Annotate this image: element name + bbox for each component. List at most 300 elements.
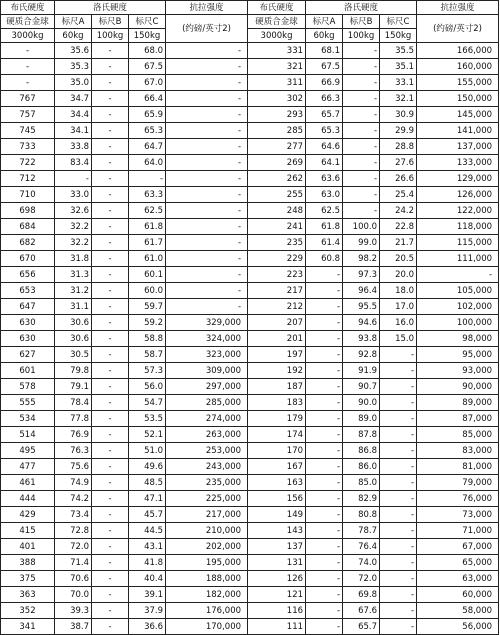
- table-row: [1, 603, 499, 619]
- table-row: [1, 523, 499, 539]
- left-brinell-value: 698: [1, 203, 55, 219]
- left-hrc-value: 40.4: [129, 571, 166, 587]
- left-tensile-value: -: [166, 107, 248, 123]
- right-hra-value: 66.9: [306, 75, 343, 91]
- left-brinell-value: 767: [1, 91, 55, 107]
- left-tensile-value: 309,000: [166, 363, 248, 379]
- left-hrb-value: -: [92, 347, 129, 363]
- right-hrb-value: -: [343, 171, 380, 187]
- left-tensile-value: 217,000: [166, 507, 248, 523]
- table-row: [1, 475, 499, 491]
- right-brinell-value: 229: [248, 251, 306, 267]
- left-tensile-value: 243,000: [166, 459, 248, 475]
- right-hrb-value: -: [343, 203, 380, 219]
- right-tensile-value: -: [417, 267, 499, 283]
- left-hra-value: 35.3: [55, 59, 92, 75]
- right-hrc-value: -: [380, 347, 417, 363]
- right-hrb-value: -: [343, 123, 380, 139]
- left-hrc-value: 61.7: [129, 235, 166, 251]
- left-tensile-value: -: [166, 171, 248, 187]
- left-hrc-value: 44.5: [129, 523, 166, 539]
- left-brinell-value: 712: [1, 171, 55, 187]
- table-row: [1, 427, 499, 443]
- right-hrc-value: 28.8: [380, 139, 417, 155]
- table-row: [1, 331, 499, 347]
- left-hrb-value: -: [92, 315, 129, 331]
- right-brinell-value: 192: [248, 363, 306, 379]
- left-hrb-value: -: [92, 187, 129, 203]
- left-brinell-value: 630: [1, 315, 55, 331]
- left-tensile-value: -: [166, 155, 248, 171]
- left-brinell-value: 514: [1, 427, 55, 443]
- left-brinell-value: 722: [1, 155, 55, 171]
- right-tensile-value: 115,000: [417, 235, 499, 251]
- left-hrc-value: 41.8: [129, 555, 166, 571]
- left-hrb-value: -: [92, 427, 129, 443]
- right-brinell-value: 167: [248, 459, 306, 475]
- right-tensile-value: 98,000: [417, 331, 499, 347]
- left-brinell-value: 653: [1, 283, 55, 299]
- right-hrb-value: 78.7: [343, 523, 380, 539]
- left-hra-value: 34.4: [55, 107, 92, 123]
- right-hra-value: -: [306, 283, 343, 299]
- right-brinell-value: 302: [248, 91, 306, 107]
- right-hrb-value: 69.8: [343, 587, 380, 603]
- table-row: [1, 203, 499, 219]
- left-hra-value: 77.8: [55, 411, 92, 427]
- left-hrb-value: -: [92, 43, 129, 59]
- left-tensile-value: 225,000: [166, 491, 248, 507]
- tensile-header: 抗拉强度: [166, 1, 248, 15]
- left-hrc-value: 66.4: [129, 91, 166, 107]
- left-hra-value: 30.6: [55, 331, 92, 347]
- right-hrc-value: -: [380, 603, 417, 619]
- left-hrb-value: -: [92, 379, 129, 395]
- table-row: [1, 59, 499, 75]
- right-hra-value: 64.1: [306, 155, 343, 171]
- left-brinell-value: 352: [1, 603, 55, 619]
- right-tensile-value: 118,000: [417, 219, 499, 235]
- left-brinell-value: 647: [1, 299, 55, 315]
- left-hrc-value: 58.7: [129, 347, 166, 363]
- table-row: [1, 75, 499, 91]
- right-hrb-value: 100.0: [343, 219, 380, 235]
- right-tensile-value: 122,000: [417, 203, 499, 219]
- left-tensile-value: 235,000: [166, 475, 248, 491]
- left-hrc-value: 64.7: [129, 139, 166, 155]
- right-hrb-value: 97.3: [343, 267, 380, 283]
- right-hrc-value: -: [380, 475, 417, 491]
- brinell-header-right: 布氏硬度: [248, 1, 306, 15]
- left-hra-value: 72.0: [55, 539, 92, 555]
- right-brinell-value: 235: [248, 235, 306, 251]
- table-row: [1, 235, 499, 251]
- right-tensile-value: 137,000: [417, 139, 499, 155]
- right-brinell-value: 255: [248, 187, 306, 203]
- scale-b-label: 标尺B: [92, 15, 129, 29]
- rockwell-header: 洛氏硬度: [55, 1, 166, 15]
- right-hrc-value: -: [380, 379, 417, 395]
- right-tensile-value: 95,000: [417, 347, 499, 363]
- left-hra-value: 30.6: [55, 315, 92, 331]
- left-hra-value: 73.4: [55, 507, 92, 523]
- right-hra-value: 66.3: [306, 91, 343, 107]
- right-hrc-value: -: [380, 523, 417, 539]
- right-hra-value: -: [306, 555, 343, 571]
- left-brinell-value: 495: [1, 443, 55, 459]
- left-hrc-value: 54.7: [129, 395, 166, 411]
- left-hra-value: 39.3: [55, 603, 92, 619]
- right-hrc-value: 15.0: [380, 331, 417, 347]
- left-hra-value: 31.3: [55, 267, 92, 283]
- scale-b-load-label: 100kg: [92, 29, 129, 43]
- right-tensile-value: 58,000: [417, 603, 499, 619]
- right-tensile-value: 73,000: [417, 507, 499, 523]
- left-tensile-value: 170,000: [166, 619, 248, 635]
- right-hrb-value: 92.8: [343, 347, 380, 363]
- right-hrc-value: 20.5: [380, 251, 417, 267]
- right-tensile-value: 129,000: [417, 171, 499, 187]
- left-hra-value: 76.9: [55, 427, 92, 443]
- right-hra-value: -: [306, 379, 343, 395]
- right-hra-value: -: [306, 507, 343, 523]
- right-hrc-value: 32.1: [380, 91, 417, 107]
- brinell-ball-label: 硬质合金球: [1, 15, 55, 29]
- right-hra-value: 68.1: [306, 43, 343, 59]
- right-hra-value: 64.6: [306, 139, 343, 155]
- right-brinell-value: 331: [248, 43, 306, 59]
- right-brinell-value: 241: [248, 219, 306, 235]
- left-tensile-value: -: [166, 267, 248, 283]
- left-hrc-value: 59.2: [129, 315, 166, 331]
- right-brinell-value: 262: [248, 171, 306, 187]
- right-tensile-value: 81,000: [417, 459, 499, 475]
- right-hra-value: -: [306, 571, 343, 587]
- right-hra-value: -: [306, 491, 343, 507]
- right-tensile-value: 105,000: [417, 283, 499, 299]
- left-hrb-value: -: [92, 603, 129, 619]
- left-hrb-value: -: [92, 363, 129, 379]
- right-hra-value: -: [306, 411, 343, 427]
- right-brinell-value: 126: [248, 571, 306, 587]
- right-hrb-value: 91.9: [343, 363, 380, 379]
- left-brinell-value: 710: [1, 187, 55, 203]
- left-tensile-value: -: [166, 59, 248, 75]
- right-hra-value: -: [306, 539, 343, 555]
- left-hrc-value: 45.7: [129, 507, 166, 523]
- left-hra-value: 83.4: [55, 155, 92, 171]
- left-hrb-value: -: [92, 443, 129, 459]
- left-hra-value: 32.2: [55, 219, 92, 235]
- tensile-header-right: 抗拉强度: [417, 1, 499, 15]
- right-tensile-value: 60,000: [417, 587, 499, 603]
- right-hrb-value: 82.9: [343, 491, 380, 507]
- left-brinell-value: -: [1, 59, 55, 75]
- scale-a-load-label-right: 60kg: [306, 29, 343, 43]
- table-row: [1, 91, 499, 107]
- right-hrb-value: -: [343, 187, 380, 203]
- left-hrc-value: 65.3: [129, 123, 166, 139]
- right-hrc-value: 25.4: [380, 187, 417, 203]
- left-hrc-value: 43.1: [129, 539, 166, 555]
- left-hra-value: 72.8: [55, 523, 92, 539]
- scale-a-label: 标尺A: [55, 15, 92, 29]
- table-row: [1, 459, 499, 475]
- left-hrb-value: -: [92, 523, 129, 539]
- left-hrb-value: -: [92, 395, 129, 411]
- right-hrc-value: 17.0: [380, 299, 417, 315]
- left-hrb-value: -: [92, 59, 129, 75]
- right-hrb-value: 99.0: [343, 235, 380, 251]
- right-brinell-value: 212: [248, 299, 306, 315]
- left-hra-value: 38.7: [55, 619, 92, 635]
- left-hra-value: 70.6: [55, 571, 92, 587]
- table-row: [1, 443, 499, 459]
- left-tensile-value: 323,000: [166, 347, 248, 363]
- right-tensile-value: 102,000: [417, 299, 499, 315]
- left-tensile-value: 285,000: [166, 395, 248, 411]
- left-brinell-value: 429: [1, 507, 55, 523]
- right-hrc-value: 20.0: [380, 267, 417, 283]
- table-row: [1, 123, 499, 139]
- right-hrc-value: -: [380, 443, 417, 459]
- scale-a-load-label: 60kg: [55, 29, 92, 43]
- left-hrb-value: -: [92, 155, 129, 171]
- left-hrb-value: -: [92, 107, 129, 123]
- right-hra-value: 65.7: [306, 107, 343, 123]
- left-brinell-value: 415: [1, 523, 55, 539]
- right-hra-value: -: [306, 267, 343, 283]
- table-row: [1, 363, 499, 379]
- right-tensile-value: 87,000: [417, 411, 499, 427]
- right-brinell-value: 170: [248, 443, 306, 459]
- right-tensile-value: 155,000: [417, 75, 499, 91]
- left-brinell-value: 388: [1, 555, 55, 571]
- left-hrc-value: 62.5: [129, 203, 166, 219]
- left-tensile-value: 210,000: [166, 523, 248, 539]
- right-tensile-value: 63,000: [417, 571, 499, 587]
- right-tensile-value: 93,000: [417, 363, 499, 379]
- left-hra-value: 31.8: [55, 251, 92, 267]
- right-brinell-value: 131: [248, 555, 306, 571]
- right-brinell-value: 248: [248, 203, 306, 219]
- left-tensile-value: -: [166, 123, 248, 139]
- left-brinell-value: 555: [1, 395, 55, 411]
- right-brinell-value: 174: [248, 427, 306, 443]
- right-brinell-value: 143: [248, 523, 306, 539]
- left-hrc-value: 63.3: [129, 187, 166, 203]
- scale-a-label-right: 标尺A: [306, 15, 343, 29]
- left-hra-value: 35.6: [55, 43, 92, 59]
- right-hrb-value: 89.0: [343, 411, 380, 427]
- right-hra-value: 62.5: [306, 203, 343, 219]
- left-hrb-value: -: [92, 619, 129, 635]
- left-hrb-value: -: [92, 139, 129, 155]
- right-tensile-value: 89,000: [417, 395, 499, 411]
- left-hrc-value: 36.6: [129, 619, 166, 635]
- rockwell-header-right: 洛氏硬度: [306, 1, 417, 15]
- left-hrb-value: -: [92, 459, 129, 475]
- right-hra-value: -: [306, 475, 343, 491]
- left-hrb-value: -: [92, 235, 129, 251]
- left-brinell-value: 461: [1, 475, 55, 491]
- scale-c-label-right: 标尺C: [380, 15, 417, 29]
- left-hrc-value: 57.3: [129, 363, 166, 379]
- left-brinell-value: -: [1, 43, 55, 59]
- left-hrc-value: 61.0: [129, 251, 166, 267]
- left-hrb-value: -: [92, 475, 129, 491]
- right-hra-value: 60.8: [306, 251, 343, 267]
- table-row: [1, 43, 499, 59]
- left-tensile-value: -: [166, 91, 248, 107]
- right-brinell-value: 197: [248, 347, 306, 363]
- scale-c-load-label-right: 150kg: [380, 29, 417, 43]
- right-hra-value: -: [306, 443, 343, 459]
- right-tensile-value: 150,000: [417, 91, 499, 107]
- right-tensile-value: 100,000: [417, 315, 499, 331]
- right-hrb-value: 87.8: [343, 427, 380, 443]
- right-hrc-value: -: [380, 395, 417, 411]
- right-tensile-value: 111,000: [417, 251, 499, 267]
- table-row: [1, 155, 499, 171]
- left-brinell-value: 601: [1, 363, 55, 379]
- table-row: [1, 283, 499, 299]
- brinell-ball-label-right: 硬质合金球: [248, 15, 306, 29]
- right-hra-value: -: [306, 347, 343, 363]
- table-row: [1, 491, 499, 507]
- left-hrb-value: -: [92, 539, 129, 555]
- right-hra-value: -: [306, 587, 343, 603]
- right-hrc-value: -: [380, 411, 417, 427]
- left-hrc-value: 51.0: [129, 443, 166, 459]
- left-brinell-value: 375: [1, 571, 55, 587]
- left-hra-value: 74.9: [55, 475, 92, 491]
- right-hrc-value: 24.2: [380, 203, 417, 219]
- tensile-unit-label: (约磅/英寸2): [166, 15, 248, 43]
- left-hra-value: 31.1: [55, 299, 92, 315]
- left-hrb-value: -: [92, 171, 129, 187]
- left-tensile-value: 195,000: [166, 555, 248, 571]
- right-hrb-value: 74.0: [343, 555, 380, 571]
- right-hrb-value: 80.8: [343, 507, 380, 523]
- left-hra-value: 70.0: [55, 587, 92, 603]
- right-brinell-value: 137: [248, 539, 306, 555]
- right-hra-value: -: [306, 299, 343, 315]
- table-row: [1, 251, 499, 267]
- right-hrb-value: 98.2: [343, 251, 380, 267]
- right-tensile-value: 76,000: [417, 491, 499, 507]
- left-tensile-value: 274,000: [166, 411, 248, 427]
- table-row: [1, 187, 499, 203]
- left-hra-value: 71.4: [55, 555, 92, 571]
- scale-b-label-right: 标尺B: [343, 15, 380, 29]
- right-hrc-value: -: [380, 507, 417, 523]
- right-hra-value: -: [306, 459, 343, 475]
- right-hrc-value: 27.6: [380, 155, 417, 171]
- right-tensile-value: 56,000: [417, 619, 499, 635]
- left-brinell-value: 757: [1, 107, 55, 123]
- left-hra-value: 31.2: [55, 283, 92, 299]
- left-hrb-value: -: [92, 75, 129, 91]
- left-hrb-value: -: [92, 555, 129, 571]
- brinell-header: 布氏硬度: [1, 1, 55, 15]
- left-hrc-value: 49.6: [129, 459, 166, 475]
- left-hrc-value: 47.1: [129, 491, 166, 507]
- left-hrb-value: -: [92, 411, 129, 427]
- right-hrc-value: 35.5: [380, 43, 417, 59]
- table-row: [1, 139, 499, 155]
- right-tensile-value: 79,000: [417, 475, 499, 491]
- right-hrb-value: -: [343, 155, 380, 171]
- right-brinell-value: 207: [248, 315, 306, 331]
- left-hrb-value: -: [92, 219, 129, 235]
- right-hra-value: -: [306, 331, 343, 347]
- left-hra-value: 79.8: [55, 363, 92, 379]
- left-hrc-value: 60.1: [129, 267, 166, 283]
- left-hra-value: 78.4: [55, 395, 92, 411]
- right-hra-value: 61.8: [306, 219, 343, 235]
- left-tensile-value: 297,000: [166, 379, 248, 395]
- right-brinell-value: 179: [248, 411, 306, 427]
- right-hra-value: -: [306, 603, 343, 619]
- left-hrc-value: 60.0: [129, 283, 166, 299]
- table-row: [1, 379, 499, 395]
- right-hrb-value: -: [343, 43, 380, 59]
- left-brinell-value: 444: [1, 491, 55, 507]
- table-row: [1, 507, 499, 523]
- left-brinell-value: 363: [1, 587, 55, 603]
- left-hra-value: 33.0: [55, 187, 92, 203]
- right-tensile-value: 126,000: [417, 187, 499, 203]
- right-hrb-value: 90.0: [343, 395, 380, 411]
- right-hrb-value: 86.8: [343, 443, 380, 459]
- right-hra-value: -: [306, 619, 343, 635]
- right-brinell-value: 311: [248, 75, 306, 91]
- left-tensile-value: 202,000: [166, 539, 248, 555]
- left-hrb-value: -: [92, 203, 129, 219]
- right-hrc-value: -: [380, 427, 417, 443]
- right-hrb-value: -: [343, 75, 380, 91]
- right-hrc-value: 21.7: [380, 235, 417, 251]
- right-hrb-value: 96.4: [343, 283, 380, 299]
- left-hrc-value: -: [129, 171, 166, 187]
- left-hra-value: 32.6: [55, 203, 92, 219]
- right-hrb-value: 72.0: [343, 571, 380, 587]
- left-tensile-value: 253,000: [166, 443, 248, 459]
- right-hrb-value: -: [343, 107, 380, 123]
- right-hra-value: -: [306, 523, 343, 539]
- left-hrb-value: -: [92, 331, 129, 347]
- left-tensile-value: 188,000: [166, 571, 248, 587]
- table-row: [1, 571, 499, 587]
- left-hrb-value: -: [92, 491, 129, 507]
- left-hra-value: 32.2: [55, 235, 92, 251]
- left-tensile-value: 263,000: [166, 427, 248, 443]
- left-hrc-value: 58.8: [129, 331, 166, 347]
- right-tensile-value: 71,000: [417, 523, 499, 539]
- table-row: [1, 299, 499, 315]
- left-tensile-value: -: [166, 251, 248, 267]
- left-brinell-value: 684: [1, 219, 55, 235]
- table-row: [1, 315, 499, 331]
- right-tensile-value: 133,000: [417, 155, 499, 171]
- left-hrc-value: 37.9: [129, 603, 166, 619]
- right-brinell-value: 285: [248, 123, 306, 139]
- right-hrb-value: 65.7: [343, 619, 380, 635]
- right-hra-value: 65.3: [306, 123, 343, 139]
- right-hrc-value: 22.8: [380, 219, 417, 235]
- table-row: [1, 555, 499, 571]
